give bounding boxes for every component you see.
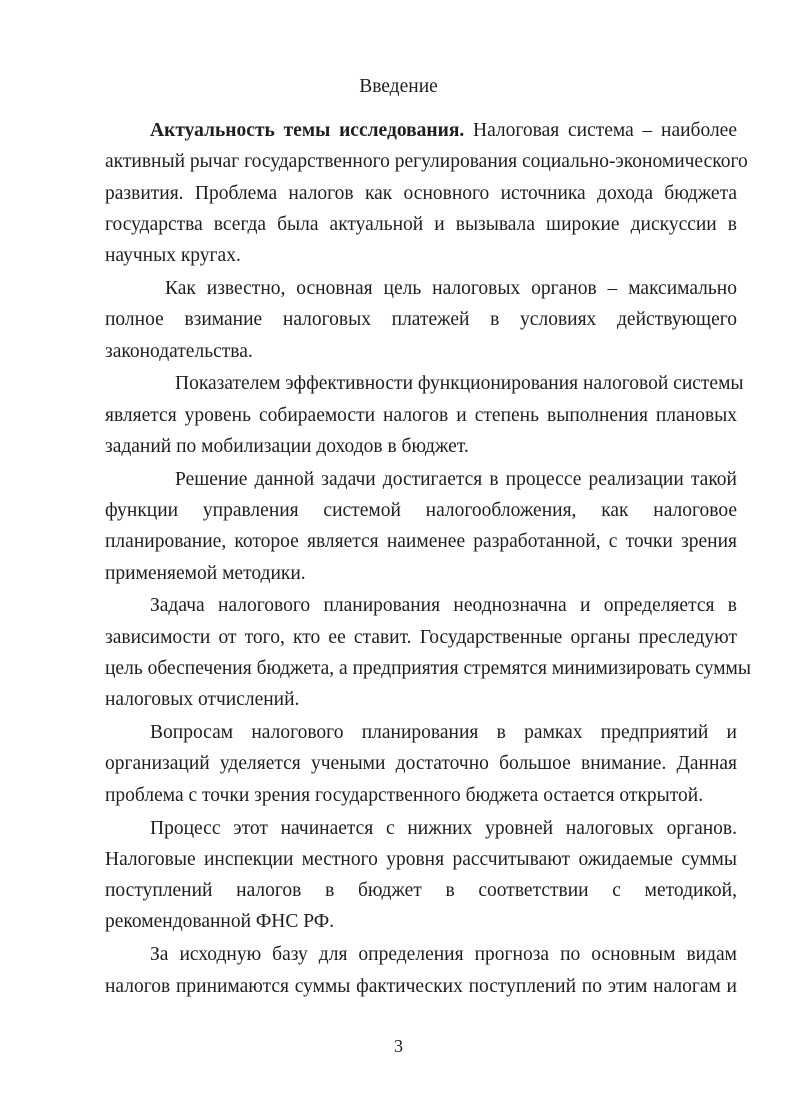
text-line: зависимости от того, кто ее ставит. Государственные органы преследуют xyxy=(105,626,737,648)
paragraph xyxy=(105,464,737,589)
text-line: развития. Проблема налогов как основного источника дохода бюджета xyxy=(105,182,737,204)
text-line: цель обеспечения бюджета, а предприятия стремятся минимизировать суммы xyxy=(105,658,751,680)
section-title: Введение xyxy=(359,76,438,97)
paragraph xyxy=(105,939,737,1002)
text-line: Процесс этот начинается с нижних уровней налоговых органов. xyxy=(150,817,737,839)
text-line: Решение данной задачи достигается в процессе реализации такой xyxy=(175,468,737,490)
page-number: 3 xyxy=(394,1036,403,1056)
line-text: Налоговая система – наиболее xyxy=(464,120,737,141)
text-line: является уровень собираемости налогов и степень выполнения плановых xyxy=(105,404,737,426)
text-line: планирование, которое является наименее разработанной, с точки зрения xyxy=(105,531,737,553)
text-line: полное взимание налоговых платежей в условиях действующего xyxy=(105,309,737,331)
text-line: Показателем эффективности функционирования налоговой системы xyxy=(175,373,744,395)
text-line: рекомендованной ФНС РФ. xyxy=(105,911,335,933)
text-line: проблема с точки зрения государственного бюджета остается открытой. xyxy=(105,784,704,806)
text-line: организаций уделяется учеными достаточно большое внимание. Данная xyxy=(105,753,737,775)
paragraph xyxy=(105,368,744,462)
paragraph xyxy=(105,813,737,938)
document-body xyxy=(105,115,751,1003)
text-line: активный рычаг государственного регулирования социально-экономического xyxy=(105,151,748,173)
text-line: Налоговые инспекции местного уровня рассчитывают ожидаемые суммы xyxy=(105,848,737,870)
text-line: заданий по мобилизации доходов в бюджет. xyxy=(105,435,469,457)
text-line: функции управления системой налогообложения, как налоговое xyxy=(105,500,737,522)
text-line xyxy=(105,115,737,146)
text-line: За исходную базу для определения прогноза по основным видам xyxy=(150,944,737,966)
text-line: Как известно, основная цель налоговых органов – максимально xyxy=(165,277,737,299)
text-line: применяемой методики. xyxy=(105,562,306,584)
text-line: налогов принимаются суммы фактических поступлений по этим налогам и xyxy=(105,975,737,997)
text-line: законодательства. xyxy=(105,340,253,362)
text-line: поступлений налогов в бюджет в соответствии с методикой, xyxy=(105,880,737,902)
text-line: государства всегда была актуальной и вызывала широкие дискуссии в xyxy=(105,213,737,235)
paragraph xyxy=(105,590,751,715)
text-line: Задача налогового планирования неоднозначна и определяется в xyxy=(150,595,737,617)
paragraph xyxy=(105,115,748,271)
bold-lead: Актуальность темы исследования. xyxy=(150,120,465,141)
text-line: Вопросам налогового планирования в рамках предприятий и xyxy=(150,722,737,744)
text-line: налоговых отчислений. xyxy=(105,689,300,711)
paragraph xyxy=(105,273,737,367)
text-line: научных кругах. xyxy=(105,245,241,267)
paragraph xyxy=(105,717,737,811)
